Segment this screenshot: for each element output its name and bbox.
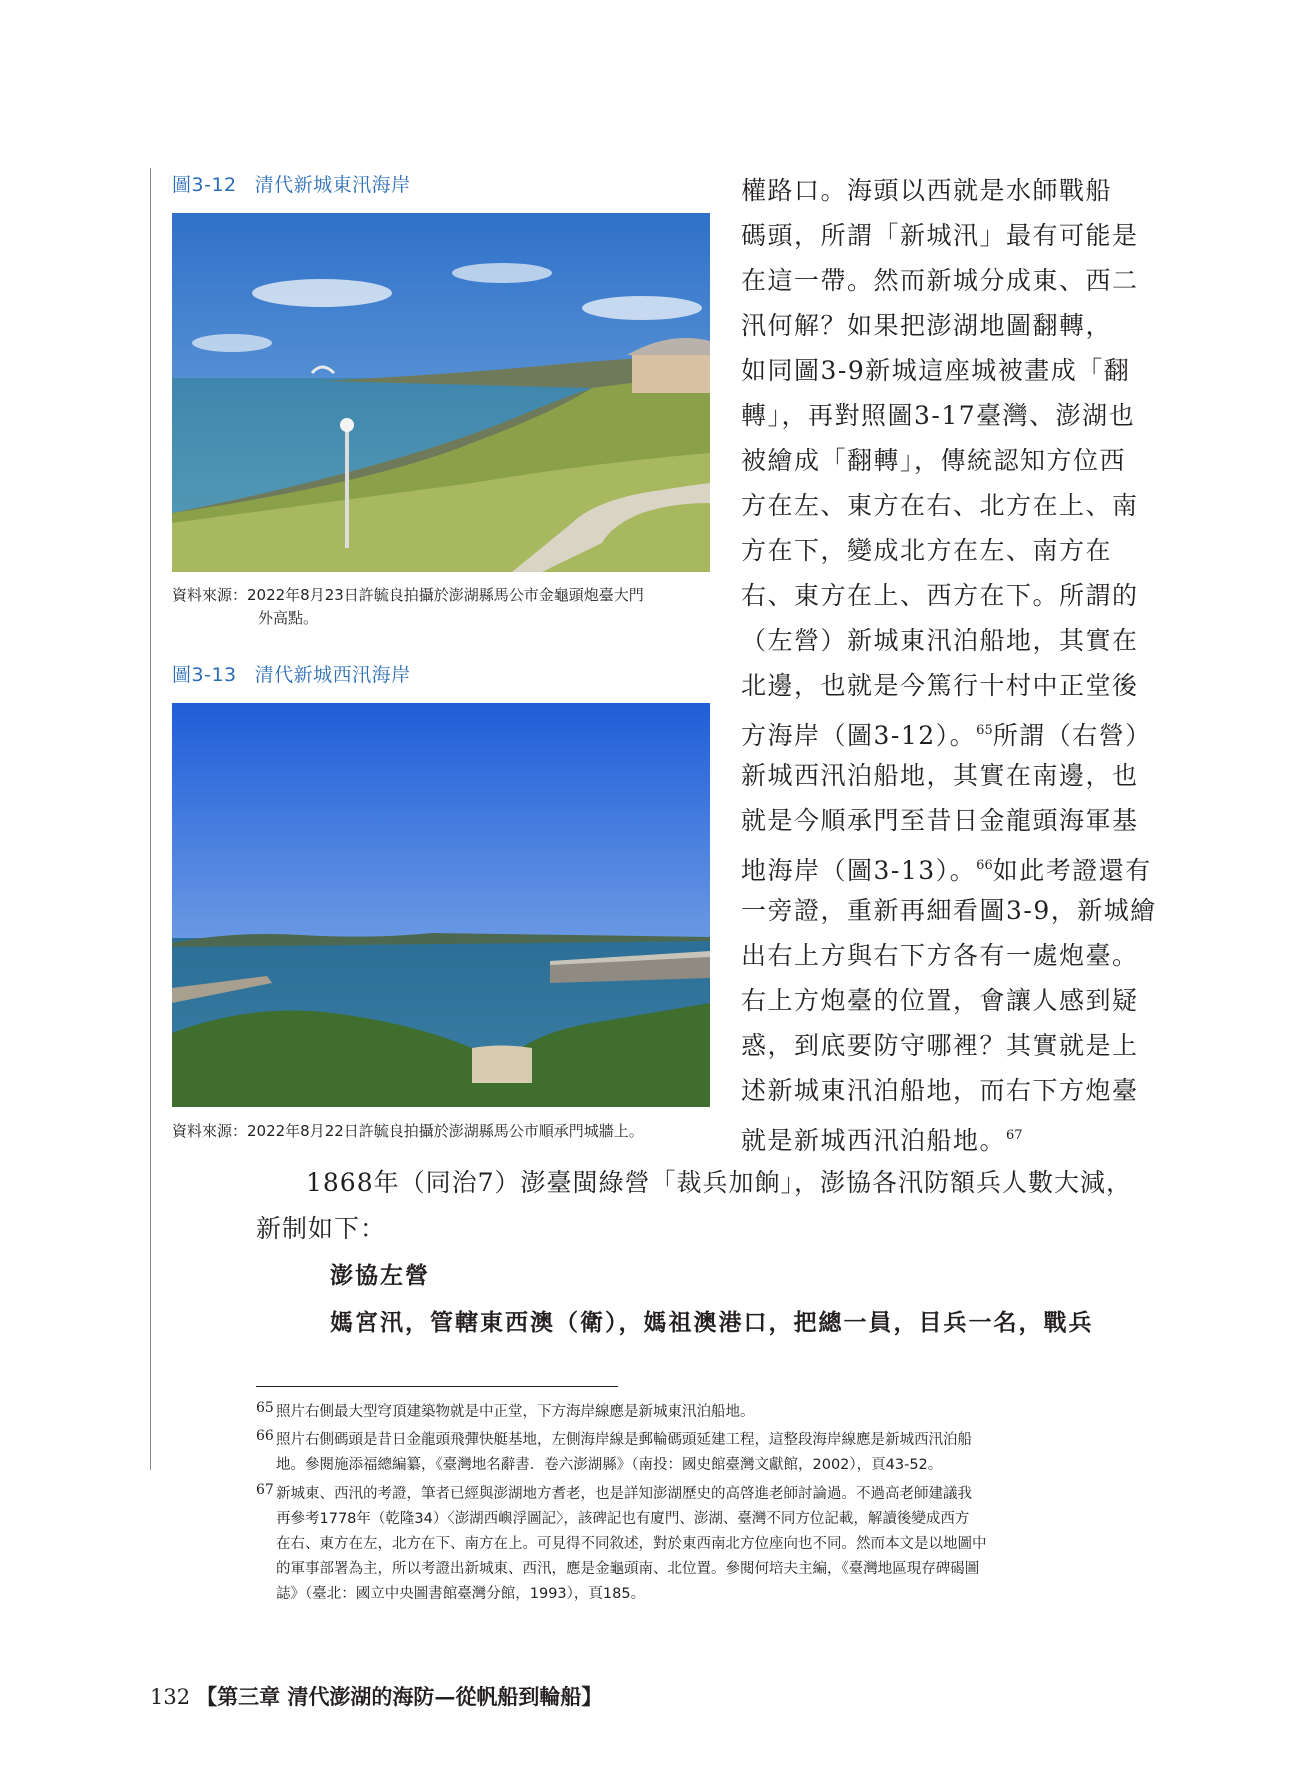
footnote: 67 新城東、西汛的考證，筆者已經與澎湖地方耆老，也是詳知澎湖歷史的高啓進老師討論過。不過高老師建議我 再參考1778年（乾隆34）〈澎湖西嶼浮圖記〉，該碑記也有廈門、澎湖、臺灣不同方位記載，解讀後變成西方 在右、東方在左，北方在下、南方在上。可見得不同敘述，對於東西南北方位座向也不同。然而本文是以地圖中 的軍事部署為主，所以考證出新城東、西汛，應是金龜頭南、北位置。參閱何培夫主編，《臺灣地區現存碑碣圖 誌》（臺北：國立中央圖書館臺灣分館，1993），頁185。 (256, 1482, 1156, 1607)
page-footer (150, 1681, 602, 1711)
figure-number: 圖3-13 (172, 664, 237, 686)
photo-east-coast (172, 213, 710, 572)
page-number: 132 (150, 1685, 191, 1709)
chapter-title: 【第三章 清代澎湖的海防—從帆船到輪船】 (196, 1684, 603, 1709)
footnote-divider (256, 1386, 618, 1387)
quote-line: 媽宮汛，管轄東西澳（衛），媽祖澳港口，把總一員，目兵一名，戰兵 (330, 1310, 1094, 1336)
figure-caption (172, 170, 411, 197)
photo-west-coast (172, 703, 710, 1107)
left-margin-rule (150, 168, 151, 1470)
footnote: 66 照片右側碼頭是昔日金龍頭飛彈快艇基地，左側海岸線是郵輪碼頭延建工程，這整段海岸線應是新城西汛泊船 地。參閱施添福總編纂，《臺灣地名辭書．卷六澎湖縣》（南投：國史館臺灣文獻館，2002），頁43-52。 (256, 1428, 1156, 1478)
footnote-ref[interactable]: 67 (1006, 1128, 1023, 1143)
quote-heading: 澎協左營 (330, 1263, 430, 1289)
footnote-ref[interactable]: 65 (976, 723, 993, 738)
footnote-number: 65 (256, 1400, 274, 1416)
footnote-number: 66 (256, 1428, 274, 1444)
figure-title: 清代新城東汛海岸 (254, 174, 411, 196)
figure-source: 資料來源：2022年8月22日許毓良拍攝於澎湖縣馬公市順承門城牆上。 (172, 1122, 644, 1140)
figure-title: 清代新城西汛海岸 (254, 664, 411, 686)
figure-source: 資料來源：2022年8月23日許毓良拍攝於澎湖縣馬公市金龜頭炮臺大門 外高點。 (172, 586, 644, 627)
figure-caption (172, 660, 411, 687)
body-column: 權路口。海頭以西就是水師戰船 碼頭，所謂「新城汛」最有可能是 在這一帶。然而新城分成東、西二 汛何解？如果把澎湖地圖翻轉， 如同圖3-9新城這座城被畫成「翻 轉」，再對照圖3-17臺灣、澎湖也 被繪成「翻轉」，傳統認知方位西 方在左、東方在右、北方在上、南 方在下，變成北方在左、南方在 右、東方在上、西方在下。所謂的 （左營）新城東汛泊船地，其實在 北邊，也就是今篤行十村中正堂後 方海岸（圖3-12）。$^{65}$所謂（右營） 新城西汛泊船地，其實在南邊，也 就是今順承門至昔日金龍頭海軍基 地海岸（圖3-13）。$^{66}$如此考證還有 一旁證，重新再細看圖3-9，新城繪 出右上方與右下方各有一處炮臺。 右上方炮臺的位置，會讓人感到疑 惑，到底要防守哪裡？其實就是上 述新城東汛泊船地，而右下方炮臺 就是新城西汛泊船地。$^{67}$ (741, 176, 1157, 1155)
footnote: 65 照片右側最大型穹頂建築物就是中正堂，下方海岸線應是新城東汛泊船地。 (256, 1400, 1156, 1425)
body-paragraph: 1868年（同治7）澎臺閩綠營「裁兵加餉」，澎協各汛防額兵人數大減， 新制如下： (256, 1168, 1133, 1243)
footnote-number: 67 (256, 1482, 274, 1498)
footnote-ref[interactable]: 66 (976, 858, 993, 873)
figure-number: 圖3-12 (172, 174, 237, 196)
